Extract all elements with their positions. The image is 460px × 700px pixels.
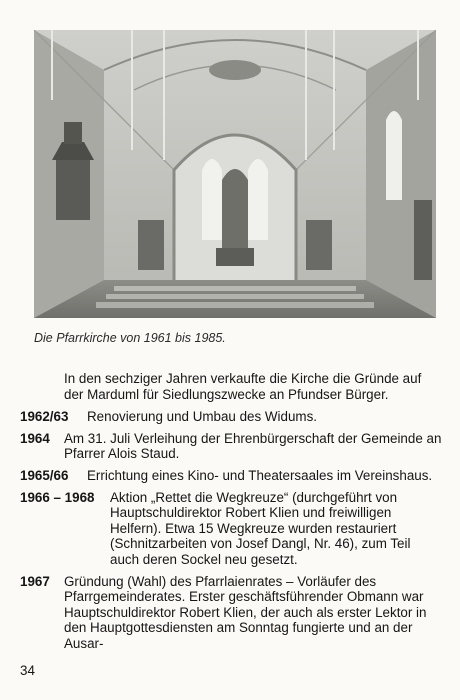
page-number: 34 (20, 663, 35, 678)
entry-year: 1964 (20, 430, 50, 446)
entry-year: 1965/66 (20, 467, 69, 483)
entry-year: 1966 – 1968 (20, 489, 95, 505)
entry-text: Aktion „Rettet die Wegkreuze“ (durchgeführt von Hauptschuldirektor Robert Klien und freiwilligen Helfern). Etwa 15 Wegkreuze wurden restauriert (Schnitzarbeiten von Josef Dangl, Nr. 46), zum Teil auch deren Sockel neu gesetzt. (110, 489, 411, 567)
entry-text: Renovierung und Umbau des Widums. (87, 409, 317, 425)
entry-text: Errichtung eines Kino- und Theatersaales im Vereinshaus. (87, 467, 433, 483)
entry-year: 1967 (20, 573, 50, 589)
entry-year: 1962/63 (20, 409, 69, 425)
entry-text: Gründung (Wahl) des Pfarrlaienrates – Vorläufer des Pfarrgemeinderates. Erster geschäftsführender Obmann war Hauptschuldirektor Robert Klien, der auch als erster Lektor in den Hauptgottesdiensten am Sonntag fungierte und an der Ausar- (64, 573, 427, 651)
church-interior-photo (34, 30, 436, 318)
chronicle-entry (20, 574, 442, 652)
chronicle-entry (20, 409, 442, 425)
chronicle-text (20, 371, 442, 658)
photo-caption: Die Pfarrkirche von 1961 bis 1985. (34, 331, 226, 345)
chronicle-entry (20, 431, 442, 462)
chronicle-entry (20, 468, 442, 484)
chronicle-entry (20, 490, 442, 568)
entry-text: Am 31. Juli Verleihung der Ehrenbürgerschaft der Gemeinde an Pfarrer Alois Staud. (64, 430, 442, 462)
intro-paragraph: In den sechziger Jahren verkaufte die Kirche die Gründe auf der Marduml für Siedlungszwecke an Pfundser Bürger. (64, 371, 422, 402)
